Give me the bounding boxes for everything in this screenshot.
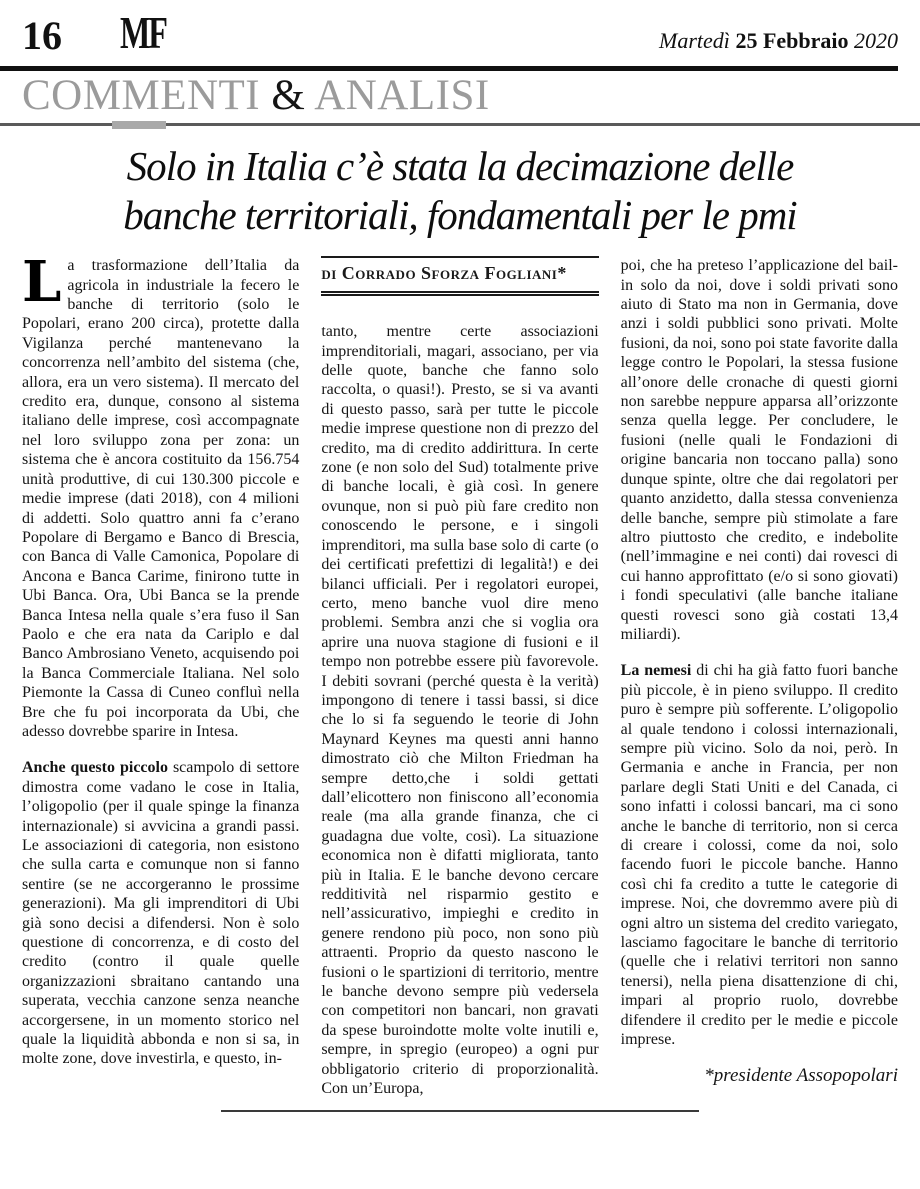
section-word-analisi: ANALISI: [314, 72, 490, 119]
section-ampersand: &: [271, 72, 306, 119]
masthead-left: [22, 7, 186, 58]
byline-text: di Corrado Sforza Fogliani*: [321, 258, 598, 296]
paragraph-text: a trasformazione dell’Italia da agricola in industriale la fecero le banche di territorio (solo le Popolari, erano 200 circa), protette dalla Vigilanza perché mantenevano la concorrenza nell’ambito del sistema (che, allora, era un vero sistema). Il mercato del credito era, dunque, consono al sistema italiano delle imprese, così accompagnate nel loro sviluppo zona per zona: un sistema che è ancora costituito da 156.754 unità produttive, di cui 130.300 piccole e medie imprese (dati 2018), con 4 milioni di addetti. Solo quattro anni fa c’erano Popolare di Bergamo e Banco di Brescia, con Banca di Valle Camonica, Popolare di Ancona e Banca Carime, finirono tutte in Ubi Banca. Ora, Ubi Banca se la prende Banca Intesa nella quale s’era fuso il San Paolo e che era nata da Cariplo e dal Banco Ambrosiano Veneto, acquisendo poi la Banca Commerciale Italiana. Nel solo Piemonte la Cassa di Cuneo confluì nella Bre che fu poi incorporata da Ubi, che adesso dovrebbe sparire in Intesa.: [22, 257, 300, 740]
headline-line-2: banche territoriali, fondamentali per le pmi: [123, 192, 797, 239]
section-title: [0, 71, 920, 118]
issue-date: [659, 30, 898, 56]
paragraph-lead: Anche questo piccolo: [22, 759, 168, 777]
masthead-logo: MF: [120, 7, 166, 58]
paragraph-text: di chi ha già fatto fuori banche più piccole, è in pieno sviluppo. Il credito puro è sempre più sofferente. L’oligopolio al quale tendono i colossi internazionali, sempre più vicino. Solo da noi, però. In Germania e anche in Francia, per non parlare degli Stati Uniti e del Canada, ci sono infatti i colossi bancari, ma ci sono anche le banche di territorio, non si cerca di creare i colossi, come da noi, solo facendo fuori le piccole banche. Hanno così chi fa credito a tutte le categorie di imprese. Noi, che dovremmo avere più di ogni altro un sistema del credito variegato, lasciamo fagocitare le banche di territorio (quelle che i relativi territori non sanno tenersi), nella piena disattenzione di chi, impari al proprio ruolo, dovrebbe difendere il credito per le medie e piccole imprese.: [620, 662, 898, 1049]
page-number: 16: [22, 13, 62, 58]
article-body: [0, 240, 920, 1098]
drop-cap: L: [22, 249, 62, 316]
issue-date-daymonth: 25 Febbraio: [735, 28, 849, 53]
paragraph-la-nemesi: [621, 661, 898, 1049]
paragraph-text: tanto, mentre certe associazioni imprenditoriali, magari, associano, per via delle quote, banche che fanno solo raccolta, o quasi!). Presto, se si va avanti di questo passo, sarà per tutte le piccole medie imprese questione non di prezzo del credito, ma di credito addirittura. In certe zone (e non solo del Sud) totalmente prive di banche locali, è già così. In genere ovunque, non si può più fare credito non conoscendo le persone, e i singoli imprenditori, ma sulla base solo di carte (o dei certificati prefettizi di legalità!) e dei bilanci ufficiali. Per i regolatori europei, certo, meno banche vuol dire meno problemi. Sembra anzi che si voglia ora aprire una nuova stagione di fusioni e il tempo non potrebbe essere più favorevole. I debiti sovrani (perché questa è la verità) impongono di tenere i tassi bassi, si dice che lo si fa seguendo le teorie di John Maynard Keynes ma questi anni hanno dimostrato ciò che Milton Friedman ha sempre detto,che i soldi gettati dall’elicottero non finiscono all’economia reale (ma alla grande finanza, che ci guadagna due volte, così). La situazione economica non è difatti migliorata, tanto più in Italia. E le banche devono cercare redditività nel risparmio gestito e nell’assicurativo, impieghi e credito in genere rendono più poco, non sono più attraenti. Proprio da questo nascono le fusioni o le spartizioni di territorio, mentre le banche devono sempre più vedersela con competitori non bancari, non gravati da spese buroindotte molte volte inutili e, sempre, in spregio (europeo) a ogni pur obbligatorio criterio di proporzionalità. Con un’Europa,: [321, 323, 599, 1098]
article-column-2: [321, 256, 598, 1098]
article-column-3: [621, 256, 898, 1098]
paragraph-opening: [22, 249, 300, 741]
paragraph-lead: La nemesi: [620, 662, 692, 680]
byline: [321, 256, 598, 296]
author-signature: *presidente Assopopolari: [704, 1065, 898, 1087]
bottom-rule: [221, 1110, 699, 1112]
page-header: [0, 0, 920, 126]
article-column-1: [22, 249, 300, 1098]
section-rule: [0, 123, 920, 126]
section-word-commenti: COMMENTI: [22, 72, 261, 119]
paragraph-text: poi, che ha preteso l’applicazione del bail-in solo da noi, dove i soldi privati sono aiuto di Stato ma non in Germania, dove anzi i soldi pubblici sono privati. Molte fusioni, da noi, sono poi state favorite dalla legge contro le Popolari, la stessa fusione all’onore delle cronache di questi giorni non sarebbe neppure apparsa all’orizzonte senza quella legge. Per concludere, le fusioni (nelle quali le Fondazioni di origine bancaria non toccano palla) sono dunque spinte, oltre che dai regolatori per quanto anzidetto, dalla stessa convenienza delle banche, sempre più stimolate a fare altro piuttosto che credito, e indebolite (nell’immagine e nei conti) dai rovesci di cui hanno approfittato (e/o si sono giovati) i fondi speculativi (alle banche italiane questi rovesci sono già costati 13,4 miliardi).: [620, 257, 898, 643]
issue-date-weekday: Martedì: [659, 28, 730, 53]
headline-line-1: Solo in Italia c’è stata la decimazione delle: [126, 142, 794, 189]
headline: [16, 142, 904, 240]
paragraph-anche-questo-piccolo: [22, 758, 299, 1069]
masthead-row: [0, 0, 920, 60]
paragraph-text: scampolo di settore dimostra come vadano le cose in Italia, l’oligopolio (per il quale spinge la finanza internazionale) si avvicina a grandi passi. Le associazioni di categoria, non esistono che sulla carta e comunque non si fanno sentire (se ne accorgeranno le prossime generazioni). Ma gli imprenditori di Ubi già sono decisi a difendersi. Non è solo questione di concorrenza, e di costo del credito (contro il quale quelle organizzazioni sbraitano cantando una superata, vecchia canzone senza neanche accorgersene, in un momento storico nel quale la liquidità abbonda e non si sa, in molte zone, dove investirla, e questo, in-: [22, 759, 300, 1068]
section-rule-accent: [112, 121, 166, 129]
issue-date-year: 2020: [854, 28, 898, 53]
